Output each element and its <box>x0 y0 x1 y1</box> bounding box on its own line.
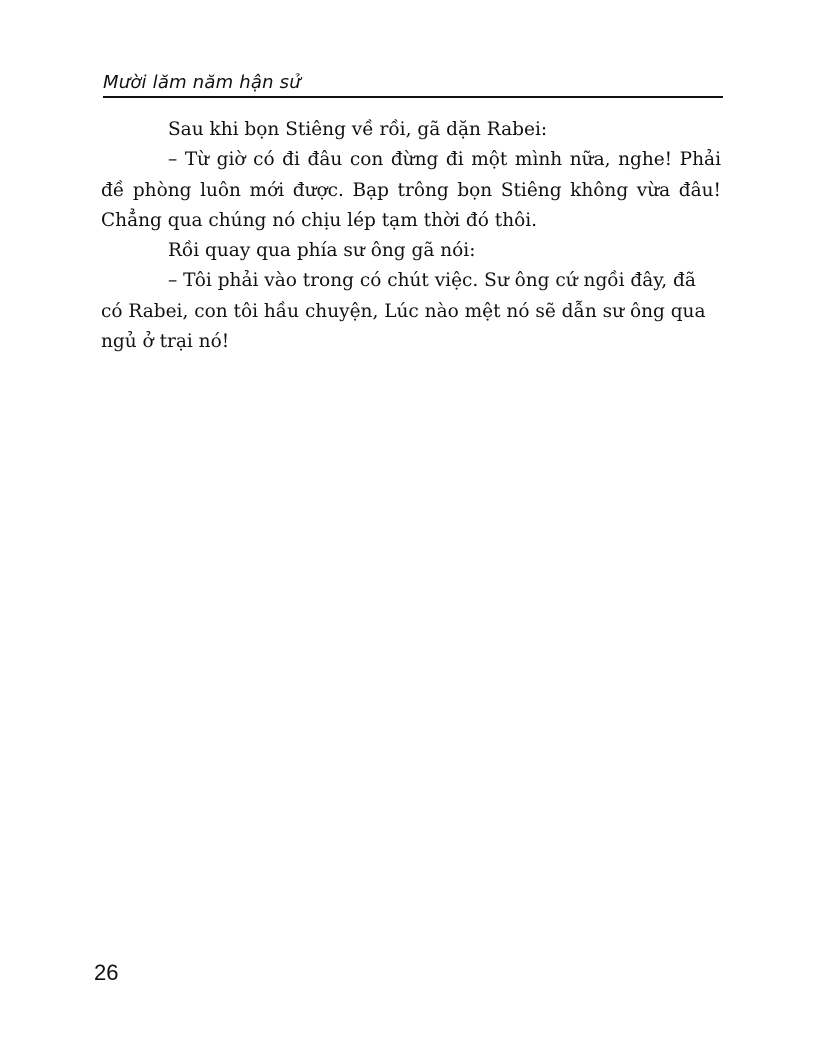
page-number: 26 <box>94 960 119 985</box>
paragraph: Sau khi bọn Stiêng về rồi, gã dặn Rabei: <box>168 119 548 140</box>
paragraph: – Từ giờ có đi đâu con đừng đi một mình nữa, nghe! Phải đề phòng luôn mới được. Bạp trông bọn Stiêng không vừa đâu! Chẳng qua chúng nó chịu lép tạm thời đó thôi. <box>101 149 721 231</box>
body-text <box>101 115 721 357</box>
paragraph: Rồi quay qua phía sư ông gã nói: <box>168 240 476 262</box>
paragraph: – Tôi phải vào trong có chút việc. Sư ông cứ ngồi đây, đã có Rabei, con tôi hầu chuyện, Lúc nào mệt nó sẽ dẫn sư ông qua ngủ ở trại nó! <box>101 270 706 353</box>
running-title: Mười lăm năm hận sử <box>103 72 301 93</box>
running-header <box>103 72 723 98</box>
